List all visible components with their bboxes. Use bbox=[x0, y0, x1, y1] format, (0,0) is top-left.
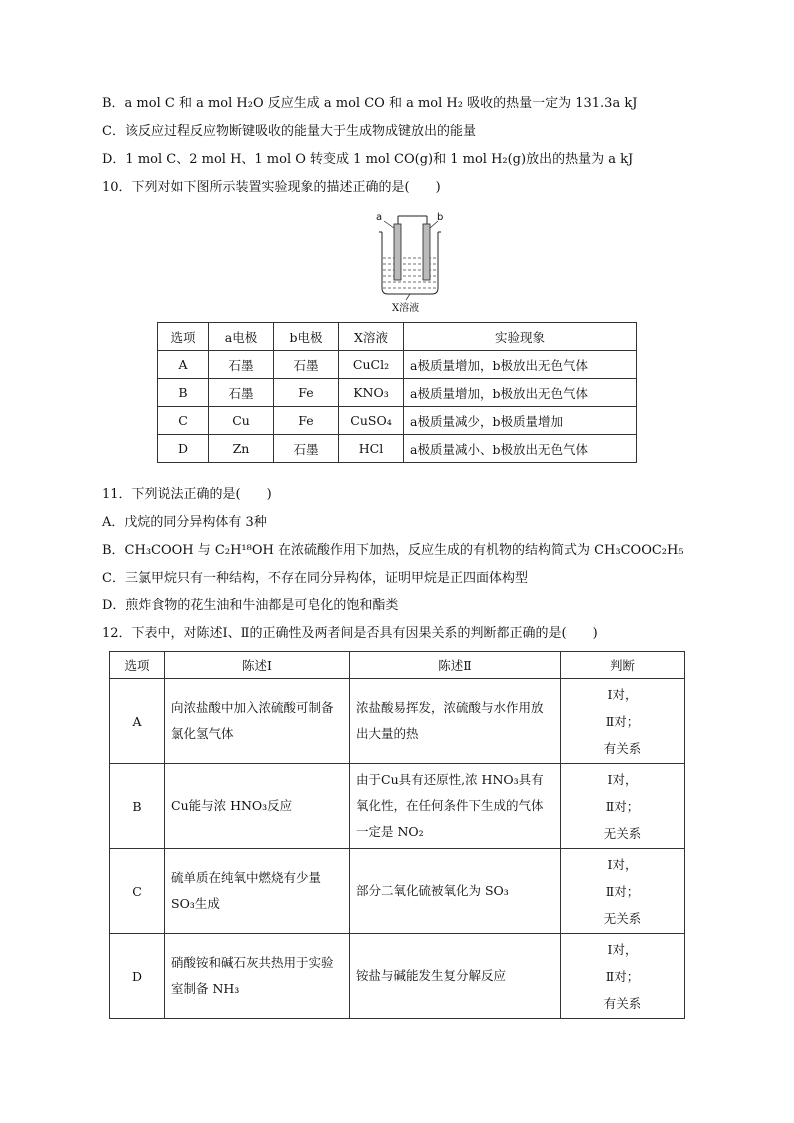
statement-1-cell: Cu能与浓 HNO₃反应 bbox=[165, 764, 350, 849]
judgement-line: Ⅰ对， bbox=[607, 686, 638, 702]
q10-stem: 10．下列对如下图所示装置实验现象的描述正确的是( ) bbox=[102, 180, 441, 195]
judgement-cell bbox=[561, 679, 685, 764]
table-row bbox=[110, 934, 685, 1019]
option-cell: D bbox=[110, 934, 165, 1019]
statement-1-cell: 硫单质在纯氧中燃烧有少量 SO₃生成 bbox=[165, 849, 350, 934]
table-row bbox=[110, 849, 685, 934]
header-cell: 选项 bbox=[110, 652, 165, 679]
judgement-line: 无关系 bbox=[603, 910, 642, 926]
q12-stem: 12．下表中，对陈述Ⅰ、Ⅱ的正确性及两者间是否具有因果关系的判断都正确的是( ) bbox=[102, 626, 598, 641]
q11-option-d: D．煎炸食物的花生油和牛油都是可皂化的饱和酯类 bbox=[102, 598, 399, 613]
statement-2-cell: 浓盐酸易挥发，浓硫酸与水作用放出大量的热 bbox=[350, 679, 561, 764]
electrode-b-label: b bbox=[437, 212, 444, 223]
electrode-a-cell: 石墨 bbox=[209, 351, 274, 379]
phenomenon-cell: a极质量增加，b极放出无色气体 bbox=[404, 379, 637, 407]
electrode-a-label: a bbox=[376, 212, 383, 223]
electrode-b-cell: 石墨 bbox=[274, 351, 339, 379]
phenomenon-cell: a极质量减小、b极放出无色气体 bbox=[404, 435, 637, 463]
q11-stem: 11．下列说法正确的是( ) bbox=[102, 487, 272, 502]
header-cell: 陈述Ⅰ bbox=[165, 652, 350, 679]
judgement-cell bbox=[561, 934, 685, 1019]
judgement-line: Ⅰ对， bbox=[607, 771, 638, 787]
statement-2-cell: 部分二氧化硫被氧化为 SO₃ bbox=[350, 849, 561, 934]
phenomenon-cell: a极质量减少，b极质量增加 bbox=[404, 407, 637, 435]
judgement-line: Ⅰ对， bbox=[607, 941, 638, 957]
solution-cell: KNO₃ bbox=[339, 379, 404, 407]
option-cell: D bbox=[158, 435, 209, 463]
judgement-line: 有关系 bbox=[603, 995, 642, 1011]
table-row bbox=[158, 379, 637, 407]
electrode-b-cell: Fe bbox=[274, 407, 339, 435]
solution-x-caption: X溶液 bbox=[392, 303, 420, 314]
statement-1-cell: 硝酸铵和碱石灰共热用于实验室制备 NH₃ bbox=[165, 934, 350, 1019]
solution-cell: CuSO₄ bbox=[339, 407, 404, 435]
judgement-cell bbox=[561, 849, 685, 934]
table-row bbox=[158, 435, 637, 463]
q10-table bbox=[157, 322, 637, 463]
solution-cell: CuCl₂ bbox=[339, 351, 404, 379]
statement-1-cell: 向浓盐酸中加入浓硫酸可制备氯化氢气体 bbox=[165, 679, 350, 764]
solution-cell: HCl bbox=[339, 435, 404, 463]
judgement-line: Ⅱ对； bbox=[605, 713, 640, 729]
table-row bbox=[110, 679, 685, 764]
q12-table bbox=[109, 651, 685, 1019]
q9-option-d: D．1 mol C、2 mol H、1 mol O 转变成 1 mol CO(g)和 1 mol H₂(g)放出的热量为 a kJ bbox=[102, 152, 634, 167]
electrode-a-cell: Zn bbox=[209, 435, 274, 463]
phenomenon-cell: a极质量增加，b极放出无色气体 bbox=[404, 351, 637, 379]
electrode-a-cell: 石墨 bbox=[209, 379, 274, 407]
option-cell: B bbox=[110, 764, 165, 849]
option-cell: B bbox=[158, 379, 209, 407]
option-cell: A bbox=[158, 351, 209, 379]
judgement-line: 无关系 bbox=[603, 825, 642, 841]
q11-option-a: A．戊烷的同分异构体有 3种 bbox=[102, 515, 267, 530]
q11-option-b: B．CH₃COOH 与 C₂H¹⁸OH 在浓硫酸作用下加热，反应生成的有机物的结构简式为 CH₃COOC₂H₅ bbox=[102, 543, 684, 558]
option-cell: C bbox=[110, 849, 165, 934]
header-cell: a电极 bbox=[209, 323, 274, 351]
header-cell: b电极 bbox=[274, 323, 339, 351]
judgement-line: Ⅱ对； bbox=[605, 883, 640, 899]
header-cell: 实验现象 bbox=[404, 323, 637, 351]
statement-2-cell: 铵盐与碱能发生复分解反应 bbox=[350, 934, 561, 1019]
header-cell: 选项 bbox=[158, 323, 209, 351]
electrode-b-cell: 石墨 bbox=[274, 435, 339, 463]
judgement-line: Ⅱ对； bbox=[605, 798, 640, 814]
table-row bbox=[158, 407, 637, 435]
q9-option-b: B．a mol C 和 a mol H₂O 反应生成 a mol CO 和 a mol H₂ 吸收的热量一定为 131.3a kJ bbox=[102, 96, 638, 111]
header-cell: 陈述Ⅱ bbox=[350, 652, 561, 679]
q11-option-c: C．三氯甲烷只有一种结构，不存在同分异构体，证明甲烷是正四面体构型 bbox=[102, 571, 528, 586]
judgement-line: 有关系 bbox=[603, 740, 642, 756]
option-cell: C bbox=[158, 407, 209, 435]
option-cell: A bbox=[110, 679, 165, 764]
q9-option-c: C．该反应过程反应物断键吸收的能量大于生成物成键放出的能量 bbox=[102, 124, 476, 139]
statement-2-cell: 由于Cu具有还原性,浓 HNO₃具有氧化性，在任何条件下生成的气体一定是 NO₂ bbox=[350, 764, 561, 849]
table-row bbox=[110, 764, 685, 849]
judgement-line: Ⅰ对， bbox=[607, 856, 638, 872]
table-row bbox=[158, 351, 637, 379]
header-cell: X溶液 bbox=[339, 323, 404, 351]
electrode-a-cell: Cu bbox=[209, 407, 274, 435]
judgement-cell bbox=[561, 764, 685, 849]
header-cell: 判断 bbox=[561, 652, 685, 679]
judgement-line: Ⅱ对； bbox=[605, 968, 640, 984]
electrode-b-cell: Fe bbox=[274, 379, 339, 407]
